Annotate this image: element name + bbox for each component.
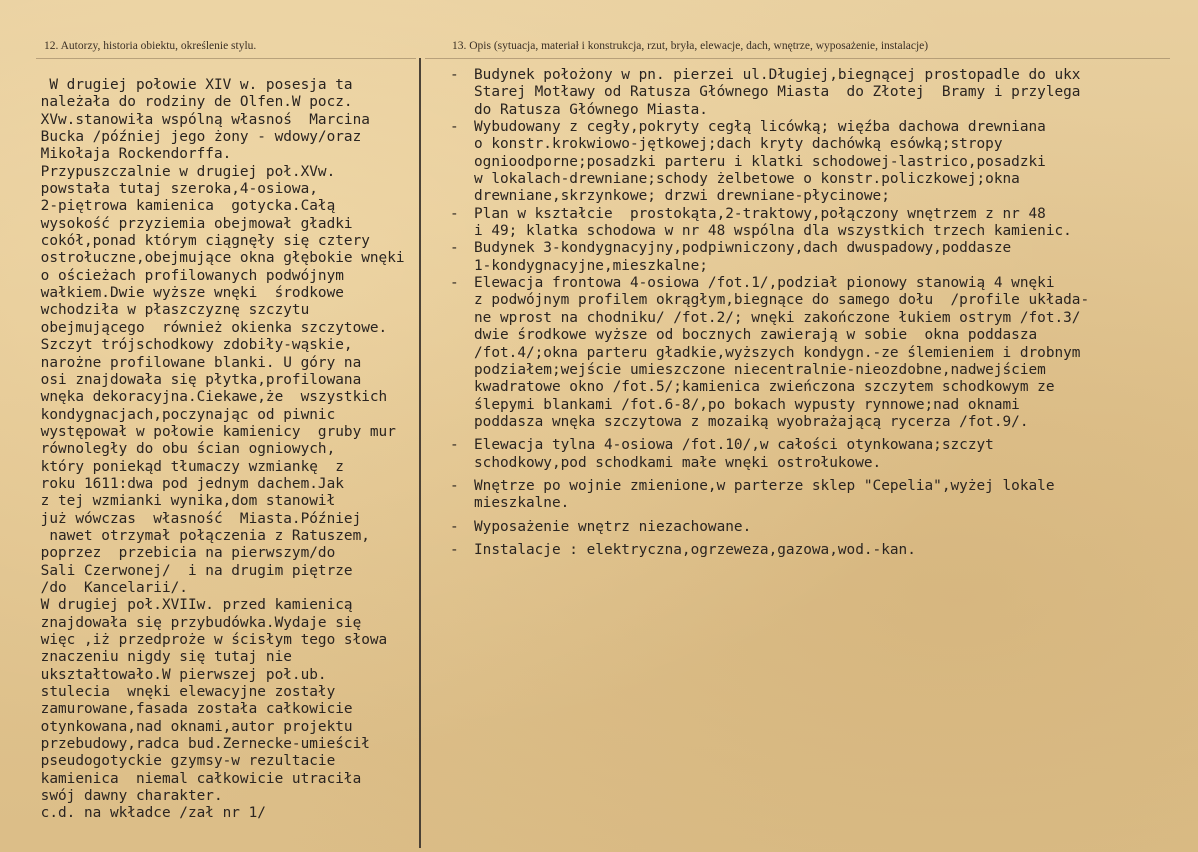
history-text-line: już wówczas własność Miasta.Później (32, 510, 362, 527)
description-text-line: Budynek 3-kondygnacyjny,podpiwniczony,dach dwuspadowy,poddasze (474, 240, 1012, 257)
description-text-line: Budynek położony w pn. pierzei ul.Długiej,biegnącej prostopadle do ukx (474, 67, 1081, 83)
item-bullet: - (450, 477, 459, 494)
history-text-line: przebudowy,radca bud.Zernecke-umieścił (32, 736, 370, 753)
description-text-line: podziałem;wejście umieszczone niecentralnie-nieozdobne,nadwejściem (474, 361, 1046, 378)
item-bullet: - (450, 518, 459, 535)
description-text-line: Wnętrze po wojnie zmienione,w parterze sklep "Cepelia",wyżej lokale (474, 477, 1055, 494)
history-text-line: znaczeniu nigdy się tutaj nie (32, 649, 292, 666)
item-bullet: - (450, 437, 459, 454)
history-text-line: /do Kancelarii/. (32, 579, 188, 596)
description-text-line: Elewacja frontowa 4-osiowa /fot.1/,podział pionowy stanowią 4 wnęki (474, 275, 1055, 292)
description-item (452, 206, 1089, 241)
history-text-line: Bucka /później jego żony - wdowy/oraz (32, 129, 362, 146)
description-text-line: i 49; klatka schodowa w nr 48 wspólna dla wszystkich trzech kamienic. (474, 223, 1072, 240)
description-text-line: do Ratusza Głównego Miasta. (474, 101, 708, 118)
description-text-line: Wyposażenie wnętrz niezachowane. (474, 518, 752, 535)
history-text-line: wałkiem.Dwie wyższe wnęki środkowe (32, 285, 344, 302)
header-rule-right (425, 58, 1170, 59)
history-text-line: występował w połowie kamienicy gruby mur (32, 423, 396, 440)
description-item (452, 119, 1089, 206)
item-bullet: - (450, 240, 459, 257)
description-text-line: Instalacje : elektryczna,ogrzeweza,gazowa,wod.-kan. (474, 541, 916, 558)
history-text-line: W drugiej poł.XVIIw. przed kamienicą (32, 597, 353, 614)
history-text-line: kamienica niemal całkowicie utraciła (32, 770, 362, 787)
description-text-line: Wybudowany z cegły,pokryty cegłą licówką; więźba dachowa drewniana (474, 119, 1046, 136)
description-text-line: ślepymi blankami /fot.6-8/,po bokach wypusty rynnowe;nad oknami (474, 396, 1020, 413)
history-text-line: więc ,iż przedproże w ścisłym tego słowa (32, 632, 388, 648)
history-text-line: swój dawny charakter. (32, 788, 223, 805)
section-12-header: 12. Autorzy, historia obiektu, określenie stylu. (44, 40, 257, 52)
item-bullet: - (450, 205, 459, 222)
description-text-line: Starej Motławy od Ratusza Głównego Miasta do Złotej Bramy i przylega (474, 84, 1081, 101)
item-bullet: - (450, 67, 459, 83)
description-text-line: kwadratowe okno /fot.5/;kamienica zwieńczona szczytem schodkowym ze (474, 379, 1055, 396)
column-divider (419, 58, 421, 848)
header-rule-left (36, 58, 416, 59)
history-text-line: 2-piętrowa kamienica gotycka.Całą (32, 198, 336, 215)
description-text-line: o konstr.krokwiowo-jętkowej;dach kryty dachówką esówką;stropy (474, 136, 1003, 153)
history-text-line: ostrołuczne,obejmujące okna głębokie wnęki (32, 250, 405, 267)
history-text-line: równoległy do obu ścian ogniowych, (32, 441, 336, 458)
history-text-line: c.d. na wkładce /zał nr 1/ (32, 805, 266, 822)
history-text-line: z tej wzmianki wynika,dom stanowił (32, 493, 336, 510)
history-text-line: otynkowana,nad oknami,autor projektu (32, 718, 353, 735)
history-text-line: osi znajdowała się płytka,profilowana (32, 371, 362, 388)
item-bullet: - (450, 119, 459, 136)
description-text-line: w lokalach-drewniane;schody żelbetowe o konstr.policzkowej;okna (474, 171, 1020, 188)
history-text-line: należała do rodziny de Olfen.W pocz. (32, 94, 353, 111)
history-text-line: zamurowane,fasada została całkowicie (32, 701, 353, 718)
history-text-line: cokół,ponad którym ciągnęły się cztery (32, 233, 370, 250)
history-text-line: narożne profilowane blanki. U góry na (32, 354, 362, 371)
description-text-line: Plan w kształcie prostokąta,2-traktowy,połączony wnętrzem z nr 48 (474, 205, 1046, 222)
history-text-line: Przypuszczalnie w drugiej poł.XVw. (32, 163, 336, 180)
description-text-line: poddasza wnęka szczytowa z mozaiką wyobrażającą rycerza /fot.9/. (474, 413, 1029, 430)
history-text-line: powstała tutaj szeroka,4-osiowa, (32, 181, 318, 198)
history-text-line: Mikołaja Rockendorffa. (32, 146, 232, 163)
history-text-line: poprzez przebicia na pierwszym/do (32, 545, 336, 562)
history-text-line: Szczyt trójschodkowy zdobiły-wąskie, (32, 337, 353, 354)
description-item (452, 240, 1089, 275)
history-text-line: który poniekąd tłumaczy wzmiankę z (32, 458, 344, 475)
description-item (452, 275, 1089, 431)
history-text-line: Sali Czerwonej/ i na drugim piętrze (32, 562, 353, 579)
item-bullet: - (450, 541, 459, 558)
description-item (452, 519, 1089, 536)
history-text-line: pseudogotyckie gzymsy-w rezultacie (32, 753, 336, 770)
section-13-header: 13. Opis (sytuacja, materiał i konstrukcja, rzut, bryła, elewacje, dach, wnętrze, wyposażenie, instalacje) (452, 40, 929, 52)
description-text-line: dwie środkowe wyższe od bocznych zawierają w sobie okna poddasza (474, 327, 1038, 344)
history-text-line: nawet otrzymał połączenia z Ratuszem, (32, 527, 370, 544)
description-text-line: drewniane,skrzynkowe; drzwi drewniane-płycinowe; (474, 188, 890, 205)
description-item (452, 67, 1089, 119)
description-text-line: 1-kondygnacyjne,mieszkalne; (474, 257, 708, 274)
description-item (452, 478, 1089, 513)
description-item (452, 437, 1089, 472)
history-text-line: roku 1611:dwa pod jednym dachem.Jak (32, 475, 344, 492)
description-text-line: z podwójnym profilem okrągłym,biegnące do samego dołu /profile układa- (474, 292, 1090, 309)
history-text-line: wnęka dekoracyjna.Ciekawe,że wszystkich (32, 389, 388, 406)
description-text-column (452, 67, 1089, 559)
history-text-line: wysokość przyziemia obejmował gładki (32, 215, 353, 232)
description-text-line: Elewacja tylna 4-osiowa /fot.10/,w całości otynkowana;szczyt (474, 437, 994, 454)
history-text-line: W drugiej połowie XIV w. posesja ta (32, 77, 353, 93)
history-text-column (32, 77, 405, 823)
history-text-line: stulecia wnęki elewacyjne zostały (32, 684, 336, 701)
history-text-line: ukształtowało.W pierwszej poł.ub. (32, 666, 327, 683)
description-text-line: ne wprost na chodniku/ /fot.2/; wnęki zakończone łukiem ostrym /fot.3/ (474, 309, 1081, 326)
history-text-line: o ościeżach profilowanych podwójnym (32, 267, 344, 284)
description-text-line: /fot.4/;okna parteru gładkie,wyższych kondygn.-ze ślemieniem i drobnym (474, 344, 1081, 361)
description-text-line: mieszkalne. (474, 495, 570, 512)
description-text-line: schodkowy,pod schodkami małe wnęki ostrołukowe. (474, 454, 882, 471)
description-text-line: ognioodporne;posadzki parteru i klatki schodowej-lastrico,posadzki (474, 153, 1046, 170)
history-text-line: znajdowała się przybudówka.Wydaje się (32, 614, 362, 631)
history-text-line: obejmującego również okienka szczytowe. (32, 319, 388, 336)
item-bullet: - (450, 275, 459, 292)
history-text-line: wchodziła w płaszczyznę szczytu (32, 302, 310, 319)
history-text-line: kondygnacjach,poczynając od piwnic (32, 406, 336, 423)
history-text-line: XVw.stanowiła wspólną własnoś Marcina (32, 111, 370, 128)
description-item (452, 542, 1089, 559)
